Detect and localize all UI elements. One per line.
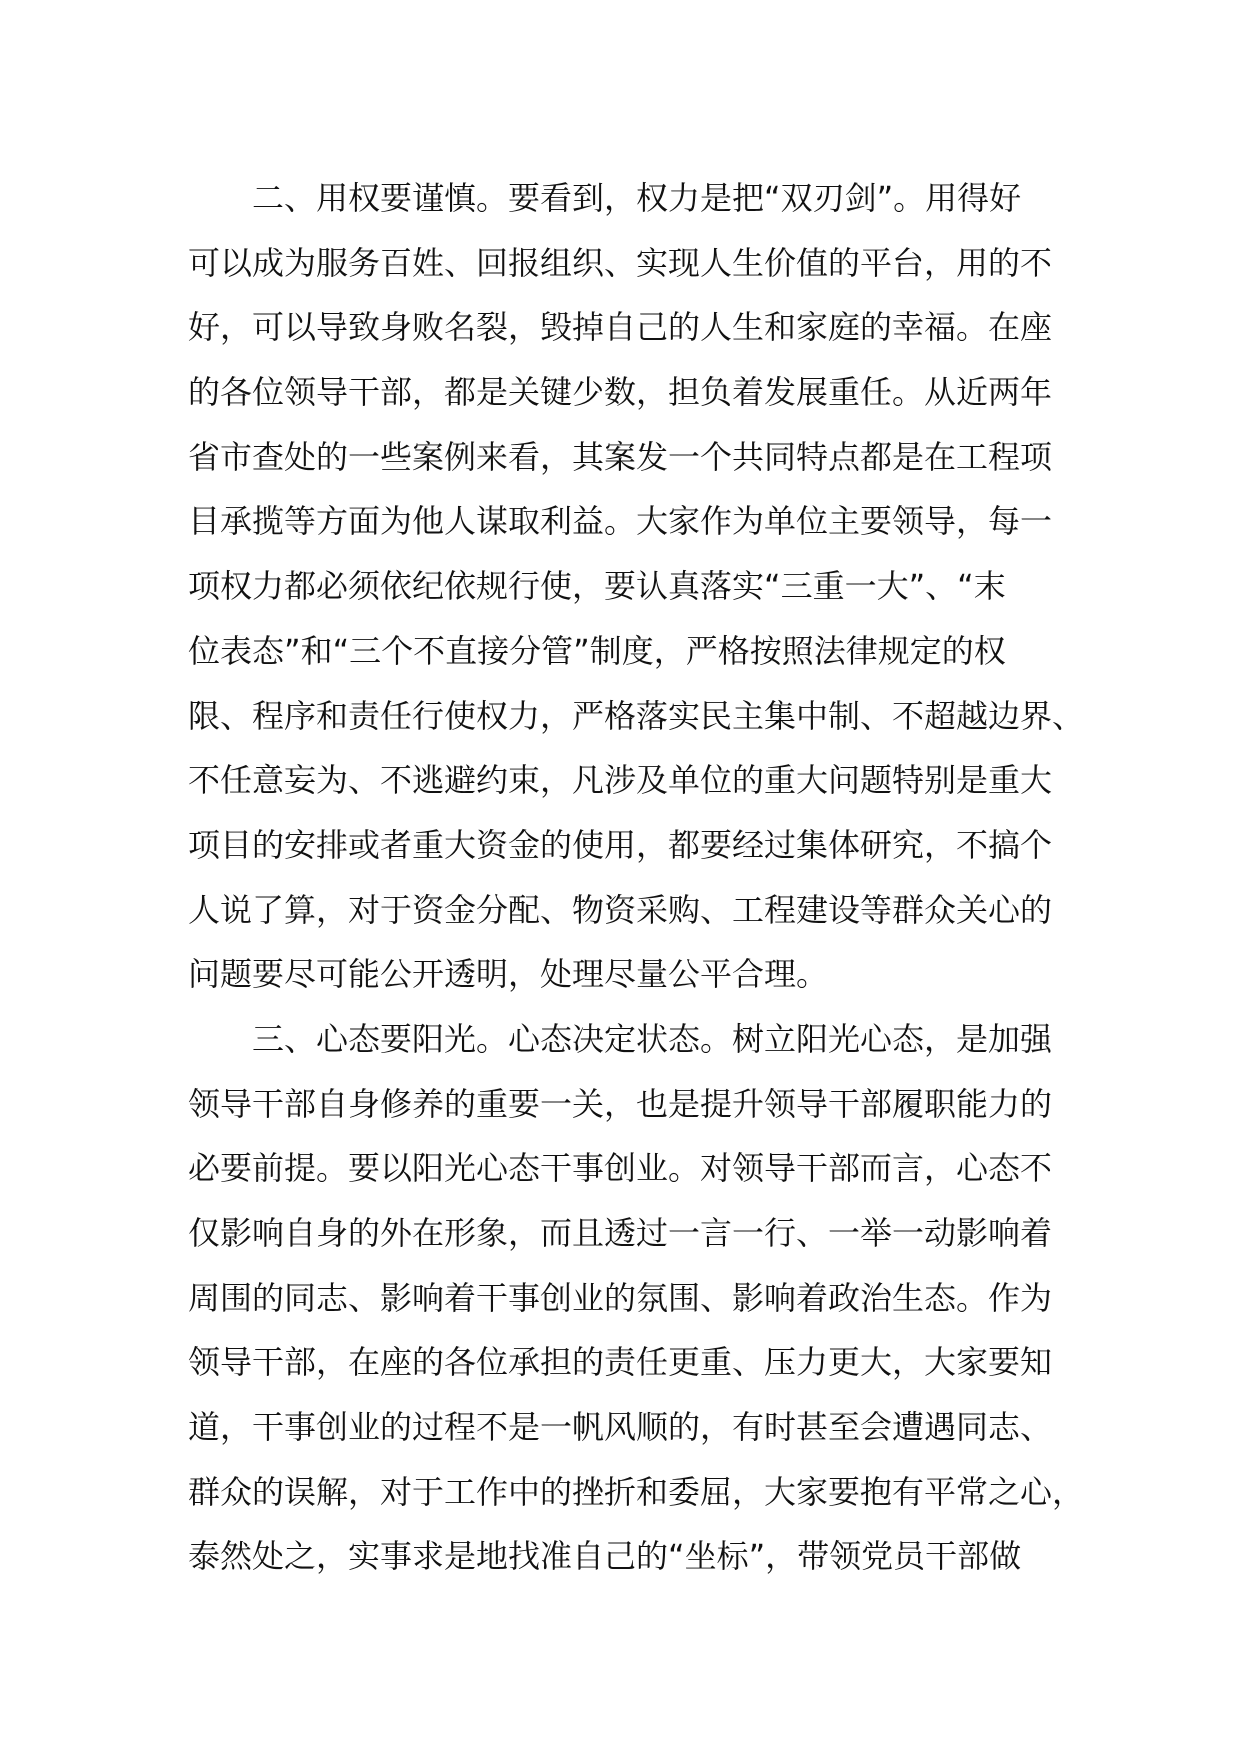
- text-line: 可以成为服务百姓、回报组织、实现人生价值的平台，用的不: [188, 243, 1053, 282]
- text-line: 领导干部自身修养的重要一关，也是提升领导干部履职能力的: [188, 1084, 1053, 1123]
- text-line: 位表态”和“三个不直接分管”制度，严格按照法律规定的权: [188, 631, 1006, 670]
- text-line: 不任意妄为、不逃避约束，凡涉及单位的重大问题特别是重大: [188, 761, 1053, 800]
- text-line: 三、心态要阳光。心态决定状态。树立阳光心态，是加强: [188, 1019, 1053, 1058]
- text-line: 问题要尽可能公开透明，处理尽量公平合理。: [188, 955, 829, 994]
- text-line: 周围的同志、影响着干事创业的氛围、影响着政治生态。作为: [188, 1278, 1053, 1317]
- text-line: 限、程序和责任行使权力，严格落实民主集中制、不超越边界、: [188, 696, 1085, 735]
- text-line: 项权力都必须依纪依规行使，要认真落实“三重一大”、“末: [188, 567, 1006, 606]
- text-line: 项目的安排或者重大资金的使用，都要经过集体研究，不搞个: [188, 825, 1053, 864]
- text-line: 仅影响自身的外在形象，而且透过一言一行、一举一动影响着: [188, 1214, 1053, 1252]
- text-line: 人说了算，对于资金分配、物资采购、工程建设等群众关心的: [188, 890, 1053, 929]
- text-line: 好，可以导致身败名裂，毁掉自己的人生和家庭的幸福。在座: [188, 308, 1053, 347]
- text-line: 的各位领导干部，都是关键少数，担负着发展重任。从近两年: [188, 373, 1053, 412]
- text-line: 目承揽等方面为他人谋取利益。大家作为单位主要领导，每一: [188, 502, 1053, 541]
- text-line: 道，干事创业的过程不是一帆风顺的，有时甚至会遭遇同志、: [188, 1408, 1053, 1447]
- text-line: 省市查处的一些案例来看，其案发一个共同特点都是在工程项: [188, 437, 1053, 476]
- body-text: [188, 166, 1088, 1589]
- text-line: 二、用权要谨慎。要看到，权力是把“双刃剑”。用得好: [188, 179, 1022, 217]
- text-line: 领导干部，在座的各位承担的责任更重、压力更大，大家要知: [188, 1343, 1053, 1382]
- text-line: 必要前提。要以阳光心态干事创业。对领导干部而言，心态不: [188, 1149, 1053, 1188]
- text-line: 群众的误解，对于工作中的挫折和委屈，大家要抱有平常之心，: [188, 1472, 1085, 1511]
- text-line: 泰然处之，实事求是地找准自己的“坐标”，带领党员干部做: [188, 1537, 1022, 1576]
